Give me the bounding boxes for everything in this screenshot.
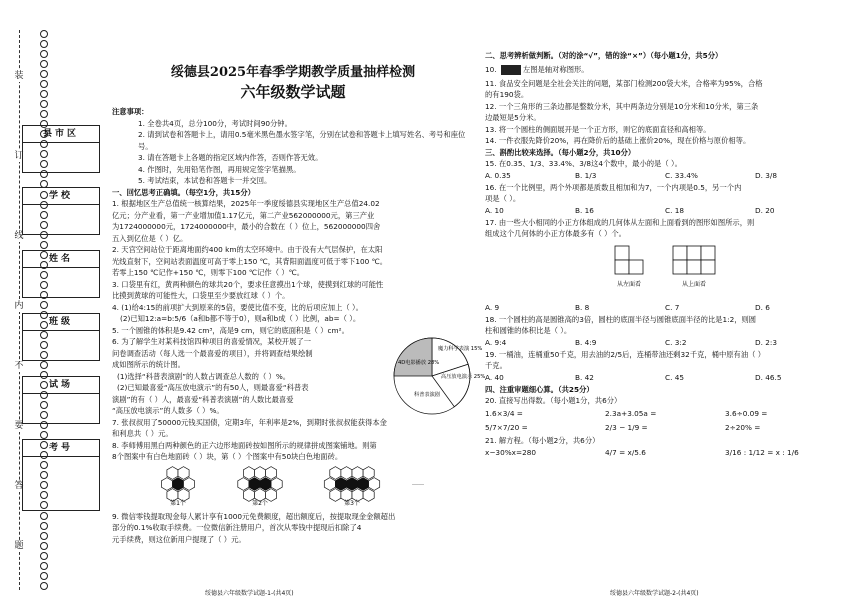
question-line: 9. 微信零钱提取现金每人累计享有1000元免费额度，超出额度后，按提取现金金额超出 bbox=[112, 511, 396, 521]
question-17-options bbox=[485, 302, 845, 314]
question-12 bbox=[485, 101, 845, 124]
pie-label-magic: 魔力科学表演 15% bbox=[438, 346, 483, 352]
black-hexagon bbox=[335, 477, 346, 490]
question-6 bbox=[112, 336, 486, 417]
white-hexagon bbox=[363, 488, 374, 501]
section-heading: 三、斟酌比较来选择。（每小题2分，共10分） bbox=[485, 147, 636, 157]
calc-item: 2.3a+3.05a = bbox=[605, 408, 657, 418]
pattern-label: 第2个 bbox=[252, 499, 268, 507]
left-view-square bbox=[615, 246, 629, 260]
option-a: A. 0.35 bbox=[485, 170, 511, 180]
option-d: D. 6 bbox=[755, 302, 770, 312]
option-b: B. 1/3 bbox=[575, 170, 597, 180]
pie-chart bbox=[384, 332, 486, 418]
white-hexagon bbox=[324, 477, 335, 490]
calc-item: 5/7×7/20 = bbox=[485, 422, 528, 432]
hexagon-pattern bbox=[112, 463, 474, 507]
question-line: (2)已知最喜爱“高压放电演示”的有50人，则最喜爱“科普表 bbox=[117, 383, 309, 392]
white-hexagon bbox=[184, 477, 195, 490]
white-hexagon bbox=[352, 466, 363, 479]
question-line: 柱和圆锥的体积比是（ ）。 bbox=[485, 326, 572, 335]
section-heading: 四、注重审题细心算。（共25分） bbox=[485, 384, 594, 394]
binding-hole bbox=[40, 582, 48, 590]
question-line: 成如图所示的统计图。 bbox=[112, 360, 185, 369]
cut-char: 不 bbox=[14, 361, 24, 371]
binding-hole bbox=[40, 572, 48, 580]
binding-strip bbox=[0, 0, 100, 608]
cut-char: 线 bbox=[14, 231, 24, 241]
binding-hole bbox=[40, 542, 48, 550]
field-label: 考号 bbox=[23, 440, 99, 457]
note-item: 4. 作图时，先用铅笔作图，再用规定签字笔描黑。 bbox=[138, 164, 301, 174]
question-21: 21. 解方程。（每小题2分，共6分） bbox=[485, 435, 600, 445]
calc-item: 2÷20% = bbox=[725, 422, 761, 432]
question-line: 五入到亿位是（ ）亿。 bbox=[112, 233, 188, 243]
binding-hole bbox=[40, 90, 48, 98]
binding-hole bbox=[40, 512, 48, 520]
field-school bbox=[22, 187, 100, 235]
question-line: (2)已知12:a=b:5/6（a和b都不等于0），则a和b成（ ）比例，ab=（ ）。 bbox=[120, 314, 361, 323]
white-hexagon bbox=[341, 466, 352, 479]
pattern-label: 第3个 bbox=[344, 499, 360, 507]
question-18 bbox=[485, 314, 845, 337]
note-item: 5. 考试结束，本试卷和答题卡一并交回。 bbox=[138, 176, 272, 185]
question-line: 的有190袋。 bbox=[485, 90, 529, 99]
white-hexagon bbox=[266, 466, 277, 479]
binding-hole bbox=[40, 241, 48, 249]
question-17 bbox=[485, 217, 845, 240]
field-label: 县市区 bbox=[23, 126, 99, 143]
binding-hole bbox=[40, 100, 48, 108]
binding-hole bbox=[40, 361, 48, 369]
question-line: 11. 食品安全问题是全社会关注的问题，某部门检测200袋大米，合格率为95%，合格 bbox=[485, 78, 763, 88]
field-class bbox=[22, 313, 100, 361]
option-a: A. 40 bbox=[485, 372, 504, 382]
equation-item: 4/7 = x/5.6 bbox=[605, 448, 646, 457]
page-footer-right: 绥德县六年级数学试题-2-(共4页) bbox=[610, 590, 699, 597]
question-10: 10. 左图是轴对称图形。 bbox=[485, 64, 589, 74]
equation-row bbox=[485, 446, 845, 460]
note-item: 1. 全卷共4页，总分100分，考试时间90分钟。 bbox=[138, 118, 292, 128]
question-line: 和利息共（ ）元。 bbox=[112, 429, 173, 438]
question-line: 问卷调查活动（每人选一个最喜爱的项目），并将调查结果绘制 bbox=[112, 348, 313, 358]
question-text: 左图是轴对称图形。 bbox=[522, 64, 589, 74]
white-hexagon bbox=[271, 477, 282, 490]
option-c: C. 45 bbox=[665, 372, 685, 382]
question-1 bbox=[112, 198, 474, 244]
question-line: 2. 天宫空间站位于距离地面约400 km的太空环境中。由于没有大气层保护，在太阳 bbox=[112, 245, 383, 254]
binding-hole bbox=[40, 60, 48, 68]
top-view-square bbox=[701, 260, 715, 274]
binding-hole bbox=[40, 40, 48, 48]
cut-char: 要 bbox=[14, 421, 24, 431]
field-label: 班级 bbox=[23, 314, 99, 331]
top-view-square bbox=[687, 260, 701, 274]
question-16 bbox=[485, 182, 845, 205]
question-15: 15. 在0.35、1/3、33.4%、3/8这4个数中，最小的是（ ）。 bbox=[485, 159, 682, 168]
question-line: 8个图案中有白色地面砖（ ）块，第（ ）个图案中有50块白色地面砖。 bbox=[112, 452, 343, 461]
cut-char: 内 bbox=[14, 301, 24, 311]
option-c: C. 3:2 bbox=[665, 337, 687, 347]
question-18-options bbox=[485, 337, 845, 349]
black-hexagon bbox=[249, 477, 260, 490]
cube-views-figure bbox=[485, 240, 845, 298]
question-2 bbox=[112, 244, 474, 279]
white-hexagon bbox=[369, 477, 380, 490]
exam-title: 绥德县2025年春季学期教学质量抽样检测 bbox=[170, 65, 416, 80]
field-label: 姓名 bbox=[23, 251, 99, 268]
section-heading: 一、回忆思考正确填。（每空1分，共15分） bbox=[112, 187, 255, 197]
question-line: “高压放电演示”的人数多（ ）%。 bbox=[112, 406, 224, 415]
question-11 bbox=[485, 78, 845, 101]
cut-char: 装 bbox=[14, 71, 24, 81]
question-15-options bbox=[485, 170, 845, 182]
question-line: 元手续费，则这位新用户提现了（ ）元。 bbox=[112, 534, 246, 544]
question-7 bbox=[112, 417, 474, 440]
white-hexagon bbox=[363, 466, 374, 479]
binding-hole bbox=[40, 80, 48, 88]
calc-row bbox=[485, 421, 845, 435]
question-8 bbox=[112, 440, 474, 463]
question-line: 光线直射下，空间站表面温度可高于零上150 ℃，其背阳面温度可低于零下100 ℃。 bbox=[112, 256, 388, 266]
view-label-top: 从上面看 bbox=[681, 280, 707, 288]
white-hexagon bbox=[255, 466, 266, 479]
option-a: A. 9 bbox=[485, 302, 500, 312]
option-b: B. 8 bbox=[575, 302, 590, 312]
option-d: D. 2:3 bbox=[755, 337, 778, 347]
question-line: 项是（ ）。 bbox=[485, 194, 521, 203]
black-hexagon bbox=[260, 477, 271, 490]
field-name bbox=[22, 250, 100, 298]
pattern-ellipsis: …… bbox=[412, 479, 424, 487]
question-20: 20. 直接写出得数。（每小题1分，共6分） bbox=[485, 396, 622, 405]
question-4 bbox=[112, 302, 474, 325]
field-exam-number bbox=[22, 439, 100, 511]
question-line: 演剧”的有（ ）人，最喜爱“科普表演剧”的人数比最喜爱 bbox=[112, 394, 294, 404]
pie-label-discharge: 高压放电演示 25% bbox=[441, 374, 486, 380]
pie-slice-4d bbox=[394, 338, 432, 376]
question-9 bbox=[112, 511, 474, 546]
binding-hole bbox=[40, 30, 48, 38]
question-line: 17. 由一些大小相同的小正方体组成的几何体从左面和上面看到的图形如图所示，则 bbox=[485, 217, 755, 227]
binding-hole bbox=[40, 552, 48, 560]
question-19 bbox=[485, 349, 845, 372]
white-hexagon bbox=[161, 477, 172, 490]
question-line: 19. 一桶油，连桶重50千克，用去油的2/5后，连桶带油还剩32千克，桶中原有油（ ） bbox=[485, 349, 766, 359]
pattern-label: 第1个 bbox=[170, 499, 186, 507]
notes-list bbox=[112, 118, 474, 187]
pie-label-4d: 4D电影播放 28% bbox=[398, 360, 440, 366]
option-b: B. 4:9 bbox=[575, 337, 597, 347]
question-line: (1)选择“科普表演剧”的人数占调查总人数的（ ）%。 bbox=[117, 371, 291, 381]
notes-heading: 注意事项： bbox=[112, 107, 149, 116]
white-hexagon bbox=[167, 466, 178, 479]
right-page bbox=[485, 50, 845, 460]
equation-item: x−30%x=280 bbox=[485, 448, 537, 457]
left-view-square bbox=[629, 260, 643, 274]
option-c: C. 7 bbox=[665, 302, 680, 312]
question-line: 16. 在一个比例里，两个外项都是质数且相加和为7，一个内项是0.5，另一个内 bbox=[485, 182, 742, 192]
top-view-square bbox=[687, 246, 701, 260]
question-line: 18. 一个圆柱的高是圆锥高的3倍，圆柱的底面半径与圆锥底面半径的比是1:2，则圆 bbox=[485, 314, 757, 324]
option-a: A. 9:4 bbox=[485, 337, 507, 347]
option-d: D. 3/8 bbox=[755, 170, 778, 180]
option-d: D. 20 bbox=[755, 205, 775, 215]
binding-hole bbox=[40, 70, 48, 78]
option-a: A. 10 bbox=[485, 205, 504, 215]
top-view-square bbox=[701, 246, 715, 260]
option-c: C. 18 bbox=[665, 205, 685, 215]
question-16-options bbox=[485, 205, 845, 217]
calc-item: 3.6÷0.09 = bbox=[725, 408, 768, 418]
question-line: 千克。 bbox=[485, 361, 507, 370]
question-line: 1. 根据地区生产总值统一核算结果，2025年一季度绥德县实现地区生产总值24.02 bbox=[112, 199, 380, 208]
binding-hole bbox=[40, 562, 48, 570]
field-label: 学校 bbox=[23, 188, 99, 205]
left-view-square bbox=[615, 260, 629, 274]
field-label: 试场 bbox=[23, 377, 99, 394]
question-line: 亿元；分产业看，第一产业增加值1.17亿元，第二产业562000000元，第三产业 bbox=[112, 210, 375, 220]
top-view-square bbox=[673, 260, 687, 274]
calc-item: 2/3 − 1/9 = bbox=[605, 422, 648, 432]
question-line: 若零上150 ℃记作+150 ℃，则零下100 ℃记作（ ）℃。 bbox=[112, 268, 305, 277]
option-b: B. 42 bbox=[575, 372, 594, 382]
white-hexagon bbox=[243, 466, 254, 479]
binding-hole bbox=[40, 522, 48, 530]
binding-hole bbox=[40, 50, 48, 58]
question-5: 5. 一个圆锥的体积是9.42 cm³，高是9 cm，则它的底面积是（ ）cm²。 bbox=[112, 325, 349, 335]
pie-label-show: 科普表演剧 bbox=[414, 392, 440, 398]
field-county bbox=[22, 125, 100, 173]
page-footer-left: 绥德县六年级数学试题-1-(共4页) bbox=[205, 590, 294, 597]
cut-char: 题 bbox=[14, 541, 24, 551]
binding-hole bbox=[40, 532, 48, 540]
option-b: B. 16 bbox=[575, 205, 594, 215]
calc-row bbox=[485, 407, 845, 421]
option-c: C. 33.4% bbox=[665, 170, 698, 180]
black-hexagon bbox=[358, 477, 369, 490]
question-line: 4. (1)给4:15的前项扩大到原来的5倍，要使比值不变，比的后项应加上（ ）。 bbox=[112, 302, 363, 312]
question-13: 13. 将一个圆柱的侧面展开是一个正方形，则它的底面直径和高相等。 bbox=[485, 124, 711, 134]
binding-hole bbox=[40, 110, 48, 118]
cut-char: 订 bbox=[14, 151, 24, 161]
option-d: D. 46.5 bbox=[755, 372, 782, 382]
note-item: 2. 请到试卷和答题卡上，请用0.5毫米黑色墨水签字笔，分别在试卷和答题卡上填写姓名、考号和座位号。 bbox=[138, 130, 466, 151]
exam-subtitle: 六年级数学试题 bbox=[240, 83, 346, 101]
question-line: 3. 口袋里有红，黄两种颜色的球共20个，要求任意摸出1个球，使摸到红球的可能性 bbox=[112, 279, 384, 289]
top-view-square bbox=[673, 246, 687, 260]
equation-item: 3/16 : 1/12 = x : 1/6 bbox=[725, 448, 799, 457]
question-line: 边最短是5分米。 bbox=[485, 113, 541, 122]
black-hexagon bbox=[173, 477, 184, 490]
question-line: 部分的0.1%收取手续费。一位微信新注册用户，首次从零钱中提现后扣除了4 bbox=[112, 523, 362, 532]
white-hexagon bbox=[330, 466, 341, 479]
view-label-left: 从左面看 bbox=[616, 280, 642, 288]
question-line: 组成这个几何体的小正方体最多有（ ）个。 bbox=[485, 229, 626, 238]
white-hexagon bbox=[238, 477, 249, 490]
question-3 bbox=[112, 279, 474, 302]
z-shape-figure bbox=[501, 65, 521, 75]
question-19-options bbox=[485, 372, 845, 384]
question-line: 6. 为了解学生对某科技馆四种项目的喜爱情况，某校开展了一 bbox=[112, 337, 311, 346]
black-hexagon bbox=[347, 477, 358, 490]
cut-char: 答 bbox=[14, 481, 24, 491]
question-14: 14. 一件衣服先降价20%，再在降价后的基础上涨价20%，现在价格与原价相等。 bbox=[485, 136, 751, 145]
left-page bbox=[112, 57, 486, 545]
question-line: 为1724000000元，1724000000中，最小的合数在（ ）位上，562000000四舍 bbox=[112, 222, 381, 231]
binding-hole bbox=[40, 301, 48, 309]
calc-item: 1.6×3/4 = bbox=[485, 408, 523, 418]
question-line: 12. 一个三角形的三条边都是整数分米，其中两条边分别是10分米和10分米，第三条 bbox=[485, 101, 759, 111]
field-exam-room bbox=[22, 376, 100, 424]
white-hexagon bbox=[178, 466, 189, 479]
white-hexagon bbox=[330, 488, 341, 501]
note-item: 3. 请在答题卡上各题的指定区域内作答，否则作答无效。 bbox=[138, 153, 323, 162]
question-line: 8. 李师傅用黑白两种颜色的正六边形地面砖按如图所示的规律拼成图案铺地。则第 bbox=[112, 440, 377, 450]
question-line: 比摸到黄球的可能性大，口袋里至少要放红球（ ）个。 bbox=[112, 291, 290, 300]
section-heading: 二、思考辨析做判断。（对的涂“√”，错的涂“×”）（每小题1分，共5分） bbox=[485, 51, 723, 60]
question-line: 7. 张叔叔用了50000元钱买国债，定期3年，年利率是2%，到期时张叔叔能获得本金 bbox=[112, 417, 387, 427]
